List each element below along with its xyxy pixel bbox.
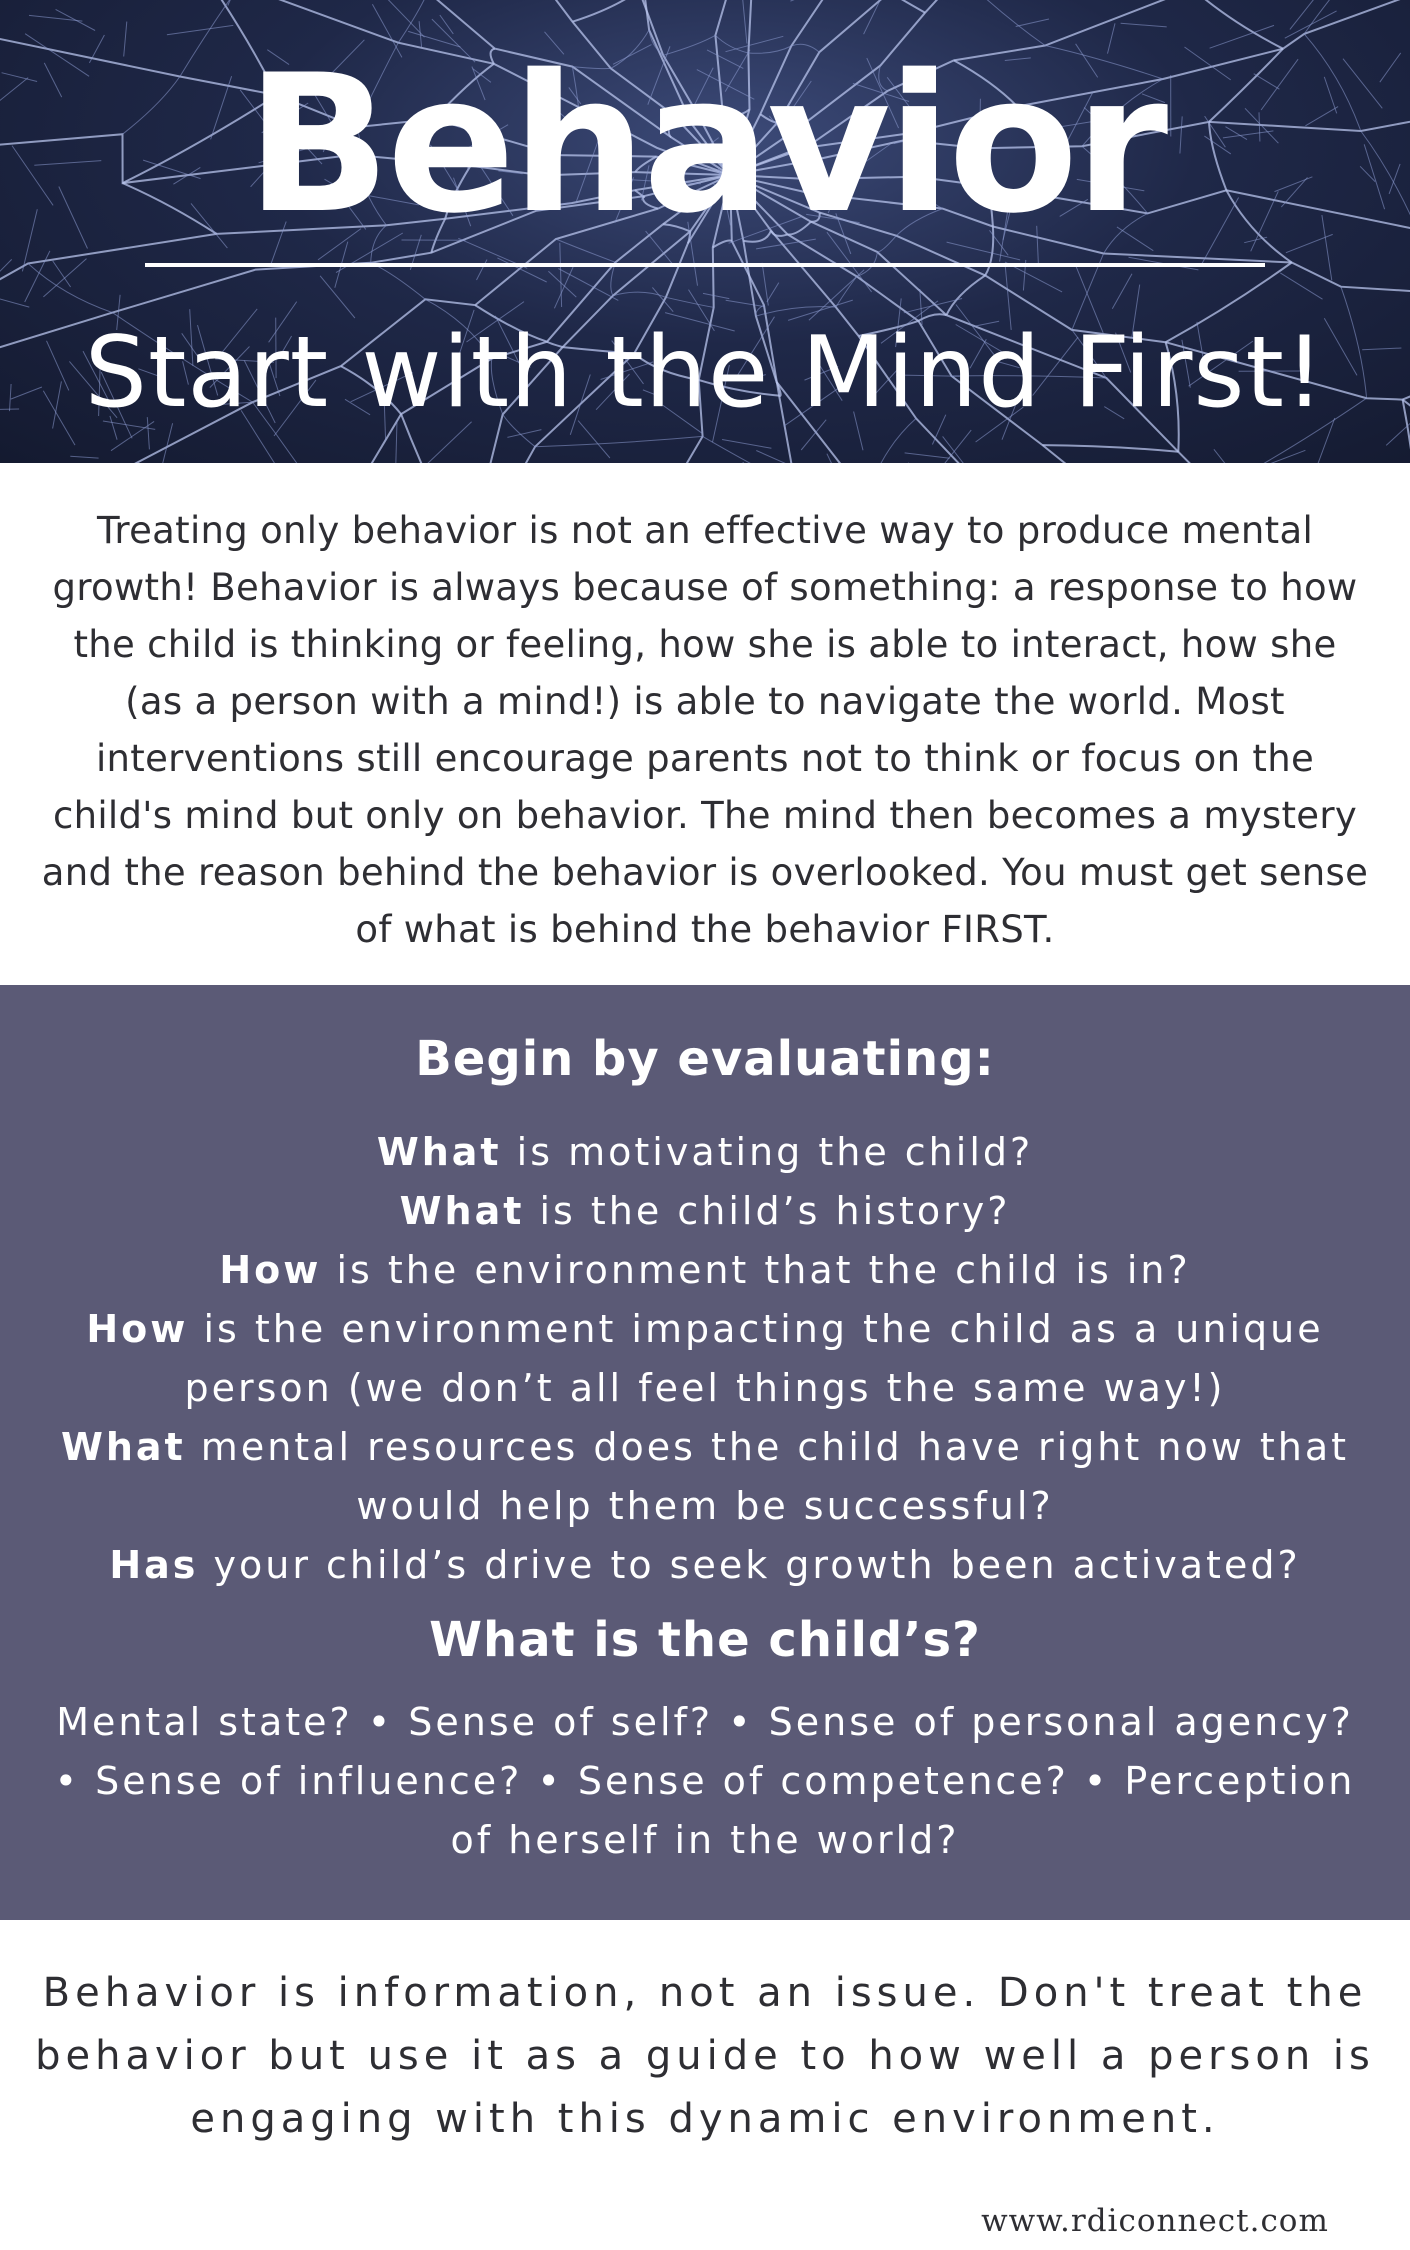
glass-shard xyxy=(722,440,771,449)
glass-shard xyxy=(1267,450,1305,463)
glass-shard xyxy=(767,283,779,302)
glass-crack xyxy=(28,264,113,313)
glass-crack xyxy=(756,307,836,317)
glass-shard xyxy=(0,259,12,310)
glass-shard xyxy=(320,276,355,318)
question-item: What is the child’s history? xyxy=(399,1189,1011,1233)
glass-crack xyxy=(371,263,426,300)
title-divider xyxy=(145,263,1265,267)
evaluate-heading: Begin by evaluating: xyxy=(415,1031,995,1087)
glass-crack xyxy=(573,0,644,22)
glass-shard xyxy=(756,451,792,464)
closing-statement: Behavior is information, not an issue. Don't treat the behavior but use it as a guide to how well a person is engaging with this dynamic environment. xyxy=(35,1970,1375,2142)
glass-shard xyxy=(56,9,96,30)
question-item: What is motivating the child? xyxy=(376,1130,1034,1174)
glass-crack xyxy=(535,436,703,446)
glass-shard xyxy=(1112,274,1132,309)
glass-shard xyxy=(1214,449,1255,463)
glass-shard xyxy=(228,0,251,6)
intro-paragraph: Treating only behavior is not an effective way to produce mental growth! Behavior is always because of something: a response to how the child is thinking or feeling, how she is able to interact, how she (as a person with a mind!) is able to navigate the world. Most interventions still encourage parents not to think or focus on the child's mind but only on behavior. The mind then becomes a mystery and the reason behind the behavior is overlooked. You must get sense of what is behind the behavior FIRST. xyxy=(41,509,1369,951)
glass-shard xyxy=(652,287,673,311)
evaluation-panel xyxy=(0,985,1410,1920)
glass-shard xyxy=(70,456,98,458)
glass-shard xyxy=(790,0,824,1)
question-item: How is the environment that the child is in? xyxy=(219,1248,1191,1292)
website-url[interactable]: www.rdiconnect.com xyxy=(981,2203,1329,2239)
glass-crack xyxy=(890,0,925,13)
child-traits-list: Mental state? • Sense of self? • Sense of personal agency? • Sense of influence? • Sense of competence? • Perception of herself in the world? xyxy=(54,1700,1356,1862)
glass-crack xyxy=(946,275,985,315)
glass-shard xyxy=(440,15,454,34)
glass-shard xyxy=(904,299,962,313)
glass-shard xyxy=(53,261,71,287)
glass-shard xyxy=(809,270,864,321)
glass-shard xyxy=(864,0,897,34)
glass-shard xyxy=(1121,23,1167,27)
glass-shard xyxy=(497,258,546,282)
glass-shard xyxy=(554,267,573,308)
header-banner xyxy=(0,0,1410,463)
question-item: How is the environment impacting the child as a unique person (we don’t all feel things the same way!) xyxy=(86,1307,1324,1410)
glass-shard xyxy=(507,430,541,438)
glass-shard xyxy=(29,15,82,21)
evaluation-questions xyxy=(20,1123,1390,1595)
glass-shard xyxy=(726,300,766,306)
glass-shard xyxy=(167,25,233,34)
glass-shard xyxy=(378,0,424,37)
question-item: What mental resources does the child have right now that would help them be successful? xyxy=(60,1425,1350,1528)
glass-crack xyxy=(666,297,714,307)
glass-shard xyxy=(558,269,618,301)
glass-shard xyxy=(548,271,576,297)
glass-crack xyxy=(703,436,796,463)
glass-shard xyxy=(905,453,950,458)
question-item: Has your child’s drive to seek growth been activated? xyxy=(109,1543,1301,1587)
page-title: Behavior xyxy=(245,34,1165,255)
page-subtitle: Start with the Mind First! xyxy=(84,316,1326,430)
glass-shard xyxy=(762,263,768,306)
glass-shard xyxy=(1016,19,1049,27)
glass-crack xyxy=(613,292,666,297)
glass-crack xyxy=(1043,445,1179,452)
childs-heading: What is the child’s? xyxy=(429,1612,981,1668)
glass-shard xyxy=(703,293,729,298)
glass-shard xyxy=(1280,273,1322,299)
